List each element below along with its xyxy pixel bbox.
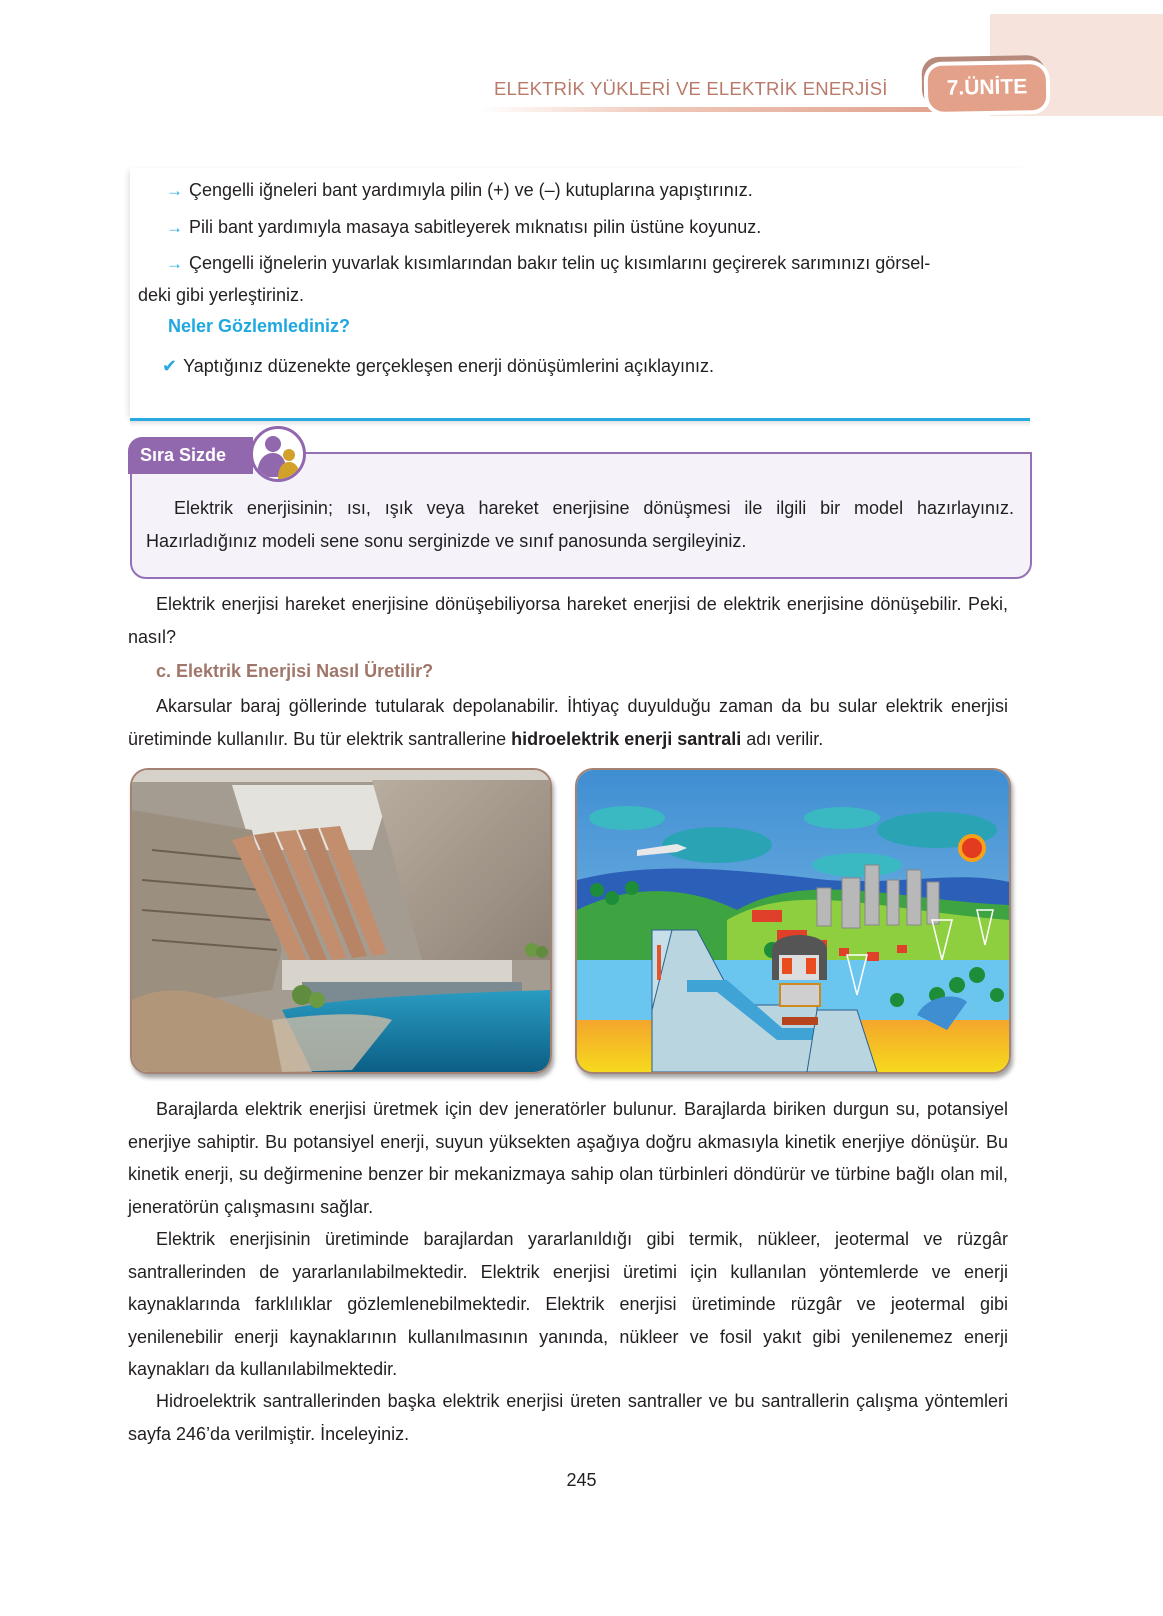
activity-step-1: → Çengelli iğneleri bant yardımıyla pilin (+) ve (–) kutuplarına yapıştırınız.	[166, 180, 753, 200]
body-paragraph-2: Elektrik enerjisinin üretiminde barajlardan yararlanıldığı gibi termik, nükleer, jeotermal ve rüzgâr santrallerinden de yararlanılabilmektedir. Elektrik enerjisi üretimi için kullanılan yöntemlerde ve enerji kaynaklarında farklılıklar gözlemlenebilmektedir. Elektrik enerjisi üretiminde rüzgâr ve jeotermal gibi yenilenebilir enerji kaynaklarının kullanılmasının yanında, nükleer ve fosil yakıt gibi yenilenemez enerji kaynakları da kullanılabilmektedir.	[128, 1229, 1008, 1379]
arrow-right-icon: →	[166, 218, 183, 237]
intro-paragraph: Elektrik enerjisi hareket enerjisine dönüşebiliyorsa hareket enerjisi de elektrik enerjisine dönüşebilir. Peki, nasıl?	[128, 594, 1008, 647]
body-paragraph-3: Hidroelektrik santrallerinden başka elektrik enerjisi üreten santraller ve bu santrallerin çalışma yöntemleri sayfa 246’da verilmiştir. İnceleyiniz.	[128, 1391, 1008, 1444]
header-underline	[480, 107, 940, 112]
observation-title: Neler Gözlemlediniz?	[168, 316, 351, 336]
section-heading: c. Elektrik Enerjisi Nasıl Üretilir?	[156, 661, 434, 681]
activity-box	[130, 168, 1030, 421]
sira-sizde-text: Elektrik enerjisinin; ısı, ışık veya hareket enerjisine dönüşmesi ile ilgili bir model hazırlayınız. Hazırladığınız modeli sene sonu serginizde ve sınıf panosunda sergileyiniz.	[146, 498, 1014, 551]
bold-term: hidroelektrik enerji santrali	[511, 728, 742, 749]
observation-item: ✔ Yaptığınız düzenekte gerçekleşen enerji dönüşümlerini açıklayınız.	[162, 356, 715, 376]
activity-step-2: → Pili bant yardımıyla masaya sabitleyerek mıknatısı pilin üstüne koyunuz.	[166, 217, 762, 237]
hydro-plant-illustration	[575, 768, 1011, 1074]
activity-step-3-continuation: deki gibi yerleştiriniz.	[138, 285, 305, 305]
unit-badge: 7.ÜNİTE	[928, 64, 1047, 112]
activity-step-3: → Çengelli iğnelerin yuvarlak kısımlarından bakır telin uç kısımlarını geçirerek sarımınızı görsel-	[166, 253, 931, 273]
section-paragraph-1: Akarsular baraj göllerinde tutularak depolanabilir. İhtiyaç duyulduğu zaman da bu sular elektrik enerjisi üretiminde kullanılır. Bu tür elektrik santrallerine hidroelektrik enerji santrali adı verilir.	[128, 696, 1008, 749]
arrow-right-icon: →	[166, 181, 183, 200]
body-paragraph-1: Barajlarda elektrik enerjisi üretmek için dev jeneratörler bulunur. Barajlarda biriken durgun su, potansiyel enerjiye sahiptir. Bu potansiyel enerji, suyun yüksekten aşağıya doğru akmasıyla kinetik enerjiye dönüşür. Bu kinetik enerji, su değirmenine benzer bir mekanizmaya sahip olan türbinleri döndürür ve türbine bağlı olan mil, jeneratörün çalışmasını sağlar.	[128, 1099, 1008, 1217]
people-icon	[250, 426, 306, 482]
chapter-title: ELEKTRİK YÜKLERİ VE ELEKTRİK ENERJİSİ	[494, 78, 888, 99]
sira-sizde-label: Sıra Sizde	[128, 437, 253, 474]
checkmark-icon: ✔	[162, 356, 178, 376]
dam-photo	[130, 768, 552, 1074]
page-number: 245	[566, 1470, 597, 1490]
arrow-right-icon: →	[166, 254, 183, 273]
